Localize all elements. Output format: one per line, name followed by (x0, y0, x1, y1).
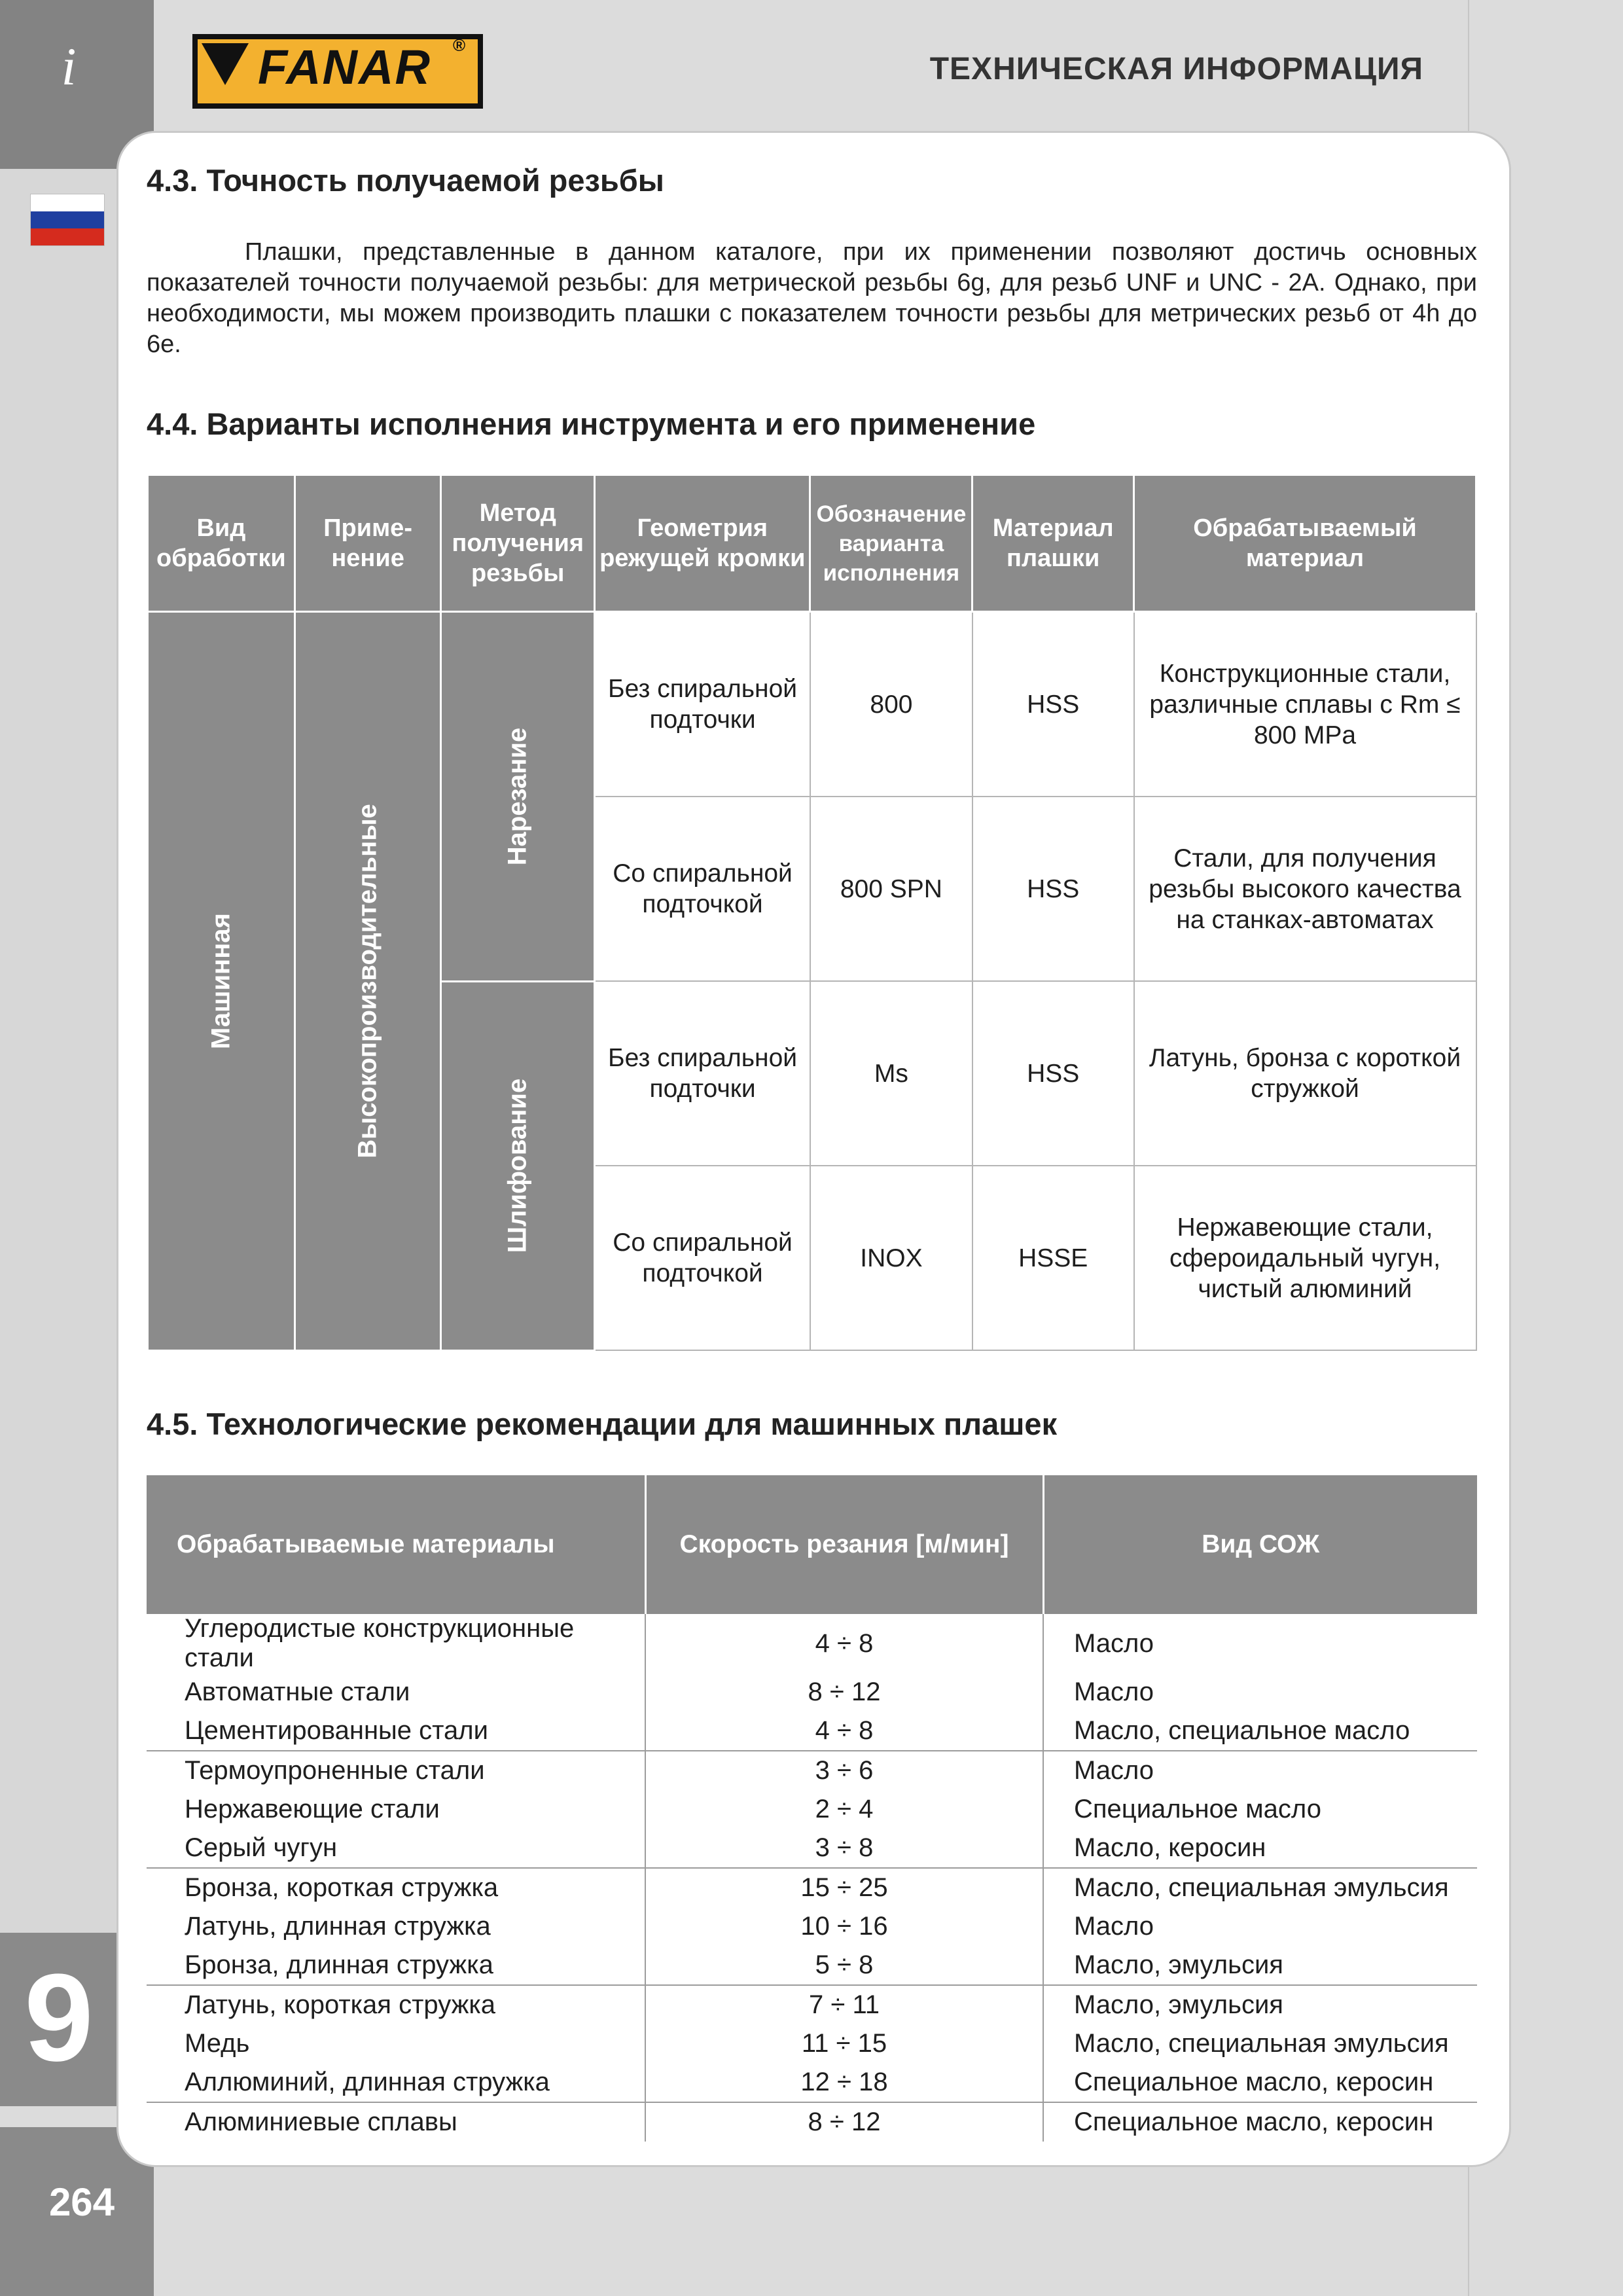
die-material-cell: HSSE (972, 1166, 1134, 1350)
coolant-cell: Масло (1074, 1912, 1154, 1941)
material-cell: Цементированные стали (147, 1712, 645, 1751)
method-label: Шлифование (503, 1078, 532, 1253)
table-row (147, 2063, 1477, 2102)
material-cell: Бронза, длинная стружка (147, 1946, 645, 1985)
application-label: Высокопроизводительные (353, 803, 382, 1158)
geometry-cell: Без спиральной подточки (595, 981, 810, 1166)
method-cell (441, 981, 595, 1350)
cutting-speed-cell: 11 ÷ 15 (645, 2024, 1043, 2063)
method-cell (441, 612, 595, 982)
cutting-speed-cell: 15 ÷ 25 (645, 1868, 1043, 1907)
table-row (147, 1946, 1477, 1985)
table-row (147, 1868, 1477, 1907)
table-header-row (147, 1475, 1477, 1614)
column-header: Скорость резания [м/мин] (645, 1475, 1043, 1614)
table-row (147, 1985, 1477, 2024)
column-header: Вид СОЖ (1043, 1475, 1477, 1614)
recommendations-table (147, 1475, 1477, 2142)
material-cell: Алюминиевые сплавы (147, 2102, 645, 2142)
table-row (147, 1829, 1477, 1868)
column-header: Геометрия режущей кромки (595, 475, 810, 612)
column-header: Обрабатываемые материалы (147, 1475, 645, 1614)
designation-cell: 800 (810, 612, 972, 797)
column-header: Вид обработки (148, 475, 295, 612)
table-row (148, 612, 1476, 797)
table-row (147, 1907, 1477, 1946)
column-header: Приме-нение (294, 475, 440, 612)
coolant-cell: Масло, эмульсия (1043, 1985, 1477, 2024)
coolant-cell: Масло, специальная эмульсия (1074, 2029, 1449, 2058)
section-4-4-title: 4.4. Варианты исполнения инструмента и его применение (147, 406, 1036, 441)
material-cell: Латунь, длинная стружка (147, 1907, 645, 1946)
cutting-speed-cell: 8 ÷ 12 (645, 1673, 1043, 1712)
logo-v-icon (202, 43, 249, 85)
cutting-speed-cell: 7 ÷ 11 (645, 1985, 1043, 2024)
table-row (147, 2102, 1477, 2142)
coolant-cell: Масло (1074, 1677, 1154, 1706)
workpiece-cell: Нержавеющие стали, сфероидальный чугун, чистый алюминий (1134, 1166, 1476, 1350)
die-material-cell: HSS (972, 981, 1134, 1166)
table-header-row (148, 475, 1476, 612)
section-4-3-title: 4.3. Точность получаемой резьбы (147, 163, 664, 198)
coolant-cell: Масло, эмульсия (1074, 1950, 1283, 1979)
chapter-number: 9 (24, 1948, 94, 2087)
material-cell: Латунь, короткая стружка (147, 1985, 645, 2024)
section-4-5-title: 4.5. Технологические рекомендации для машинных плашек (147, 1407, 1058, 1441)
coolant-cell: Масло, специальное масло (1074, 1716, 1410, 1745)
page-header-title: ТЕХНИЧЕСКАЯ ИНФОРМАЦИЯ (929, 52, 1423, 86)
coolant-cell: Масло, специальная эмульсия (1043, 1868, 1477, 1907)
cutting-speed-cell: 4 ÷ 8 (645, 1712, 1043, 1751)
column-header: Метод получения резьбы (441, 475, 595, 612)
designation-cell: Ms (810, 981, 972, 1166)
method-label: Нарезание (503, 727, 532, 865)
material-cell: Термоупроненные стали (147, 1751, 645, 1790)
cutting-speed-cell: 3 ÷ 8 (645, 1829, 1043, 1868)
coolant-cell: Специальное масло, керосин (1043, 2102, 1477, 2142)
coolant-cell: Масло (1043, 1751, 1477, 1790)
coolant-cell: Специальное масло (1074, 1795, 1321, 1823)
section-4-3-text: Плашки, представленные в данном каталоге, при их применении позволяют достичь основных показателей точности получаемой резьбы: для метрической резьбы 6g, для резьб UNF и UNC - 2A. Однако, при необходимости, мы можем производить плашки с показателем точности резьбы для метрических резьб от 4h до 6e. (147, 238, 1477, 358)
cutting-speed-cell: 3 ÷ 6 (645, 1751, 1043, 1790)
workpiece-cell: Стали, для получения резьбы высокого качества на станках-автоматах (1134, 797, 1476, 981)
cutting-speed-cell: 12 ÷ 18 (645, 2063, 1043, 2102)
designation-cell: 800 SPN (810, 797, 972, 981)
geometry-cell: Со спиральной подточкой (595, 1166, 810, 1350)
info-icon: i (61, 37, 77, 96)
material-cell: Нержавеющие стали (147, 1790, 645, 1829)
table-row (147, 1751, 1477, 1790)
cutting-speed-cell: 10 ÷ 16 (645, 1907, 1043, 1946)
processing-cell (148, 612, 295, 1351)
geometry-cell: Без спиральной подточки (595, 612, 810, 797)
die-material-cell: HSS (972, 797, 1134, 981)
logo-text: FANAR (258, 40, 431, 94)
fanar-logo (192, 34, 483, 109)
logo-registered: ® (453, 35, 466, 55)
variants-table (147, 474, 1477, 1352)
coolant-cell: Масло, керосин (1074, 1833, 1266, 1862)
workpiece-cell: Конструкционные стали, различные сплавы с Rm ≤ 800 MPa (1134, 612, 1476, 797)
designation-cell: INOX (810, 1166, 972, 1350)
material-cell: Бронза, короткая стружка (147, 1868, 645, 1907)
coolant-cell: Специальное масло, керосин (1074, 2068, 1434, 2096)
cutting-speed-cell: 2 ÷ 4 (645, 1790, 1043, 1829)
material-cell: Углеродистые конструкционные стали (147, 1614, 645, 1673)
cutting-speed-cell: 8 ÷ 12 (645, 2102, 1043, 2142)
cutting-speed-cell: 5 ÷ 8 (645, 1946, 1043, 1985)
workpiece-cell: Латунь, бронза с короткой стружкой (1134, 981, 1476, 1166)
material-cell: Аллюминий, длинная стружка (147, 2063, 645, 2102)
table-row (147, 1712, 1477, 1751)
geometry-cell: Со спиральной подточкой (595, 797, 810, 981)
column-header: Обрабатываемый материал (1134, 475, 1476, 612)
application-cell (294, 612, 440, 1351)
column-header: Обозначение варианта исполнения (810, 475, 972, 612)
column-header: Материал плашки (972, 475, 1134, 612)
table-row (147, 2024, 1477, 2063)
table-row (147, 1614, 1477, 1673)
material-cell: Серый чугун (147, 1829, 645, 1868)
coolant-cell: Масло (1074, 1628, 1154, 1658)
table-row (147, 1790, 1477, 1829)
processing-label: Машинная (206, 912, 236, 1049)
russian-flag-icon (30, 194, 105, 246)
die-material-cell: HSS (972, 612, 1134, 797)
page-number: 264 (48, 2180, 115, 2224)
cutting-speed-cell: 4 ÷ 8 (645, 1614, 1043, 1673)
material-cell: Автоматные стали (147, 1673, 645, 1712)
table-row (147, 1673, 1477, 1712)
material-cell: Медь (147, 2024, 645, 2063)
